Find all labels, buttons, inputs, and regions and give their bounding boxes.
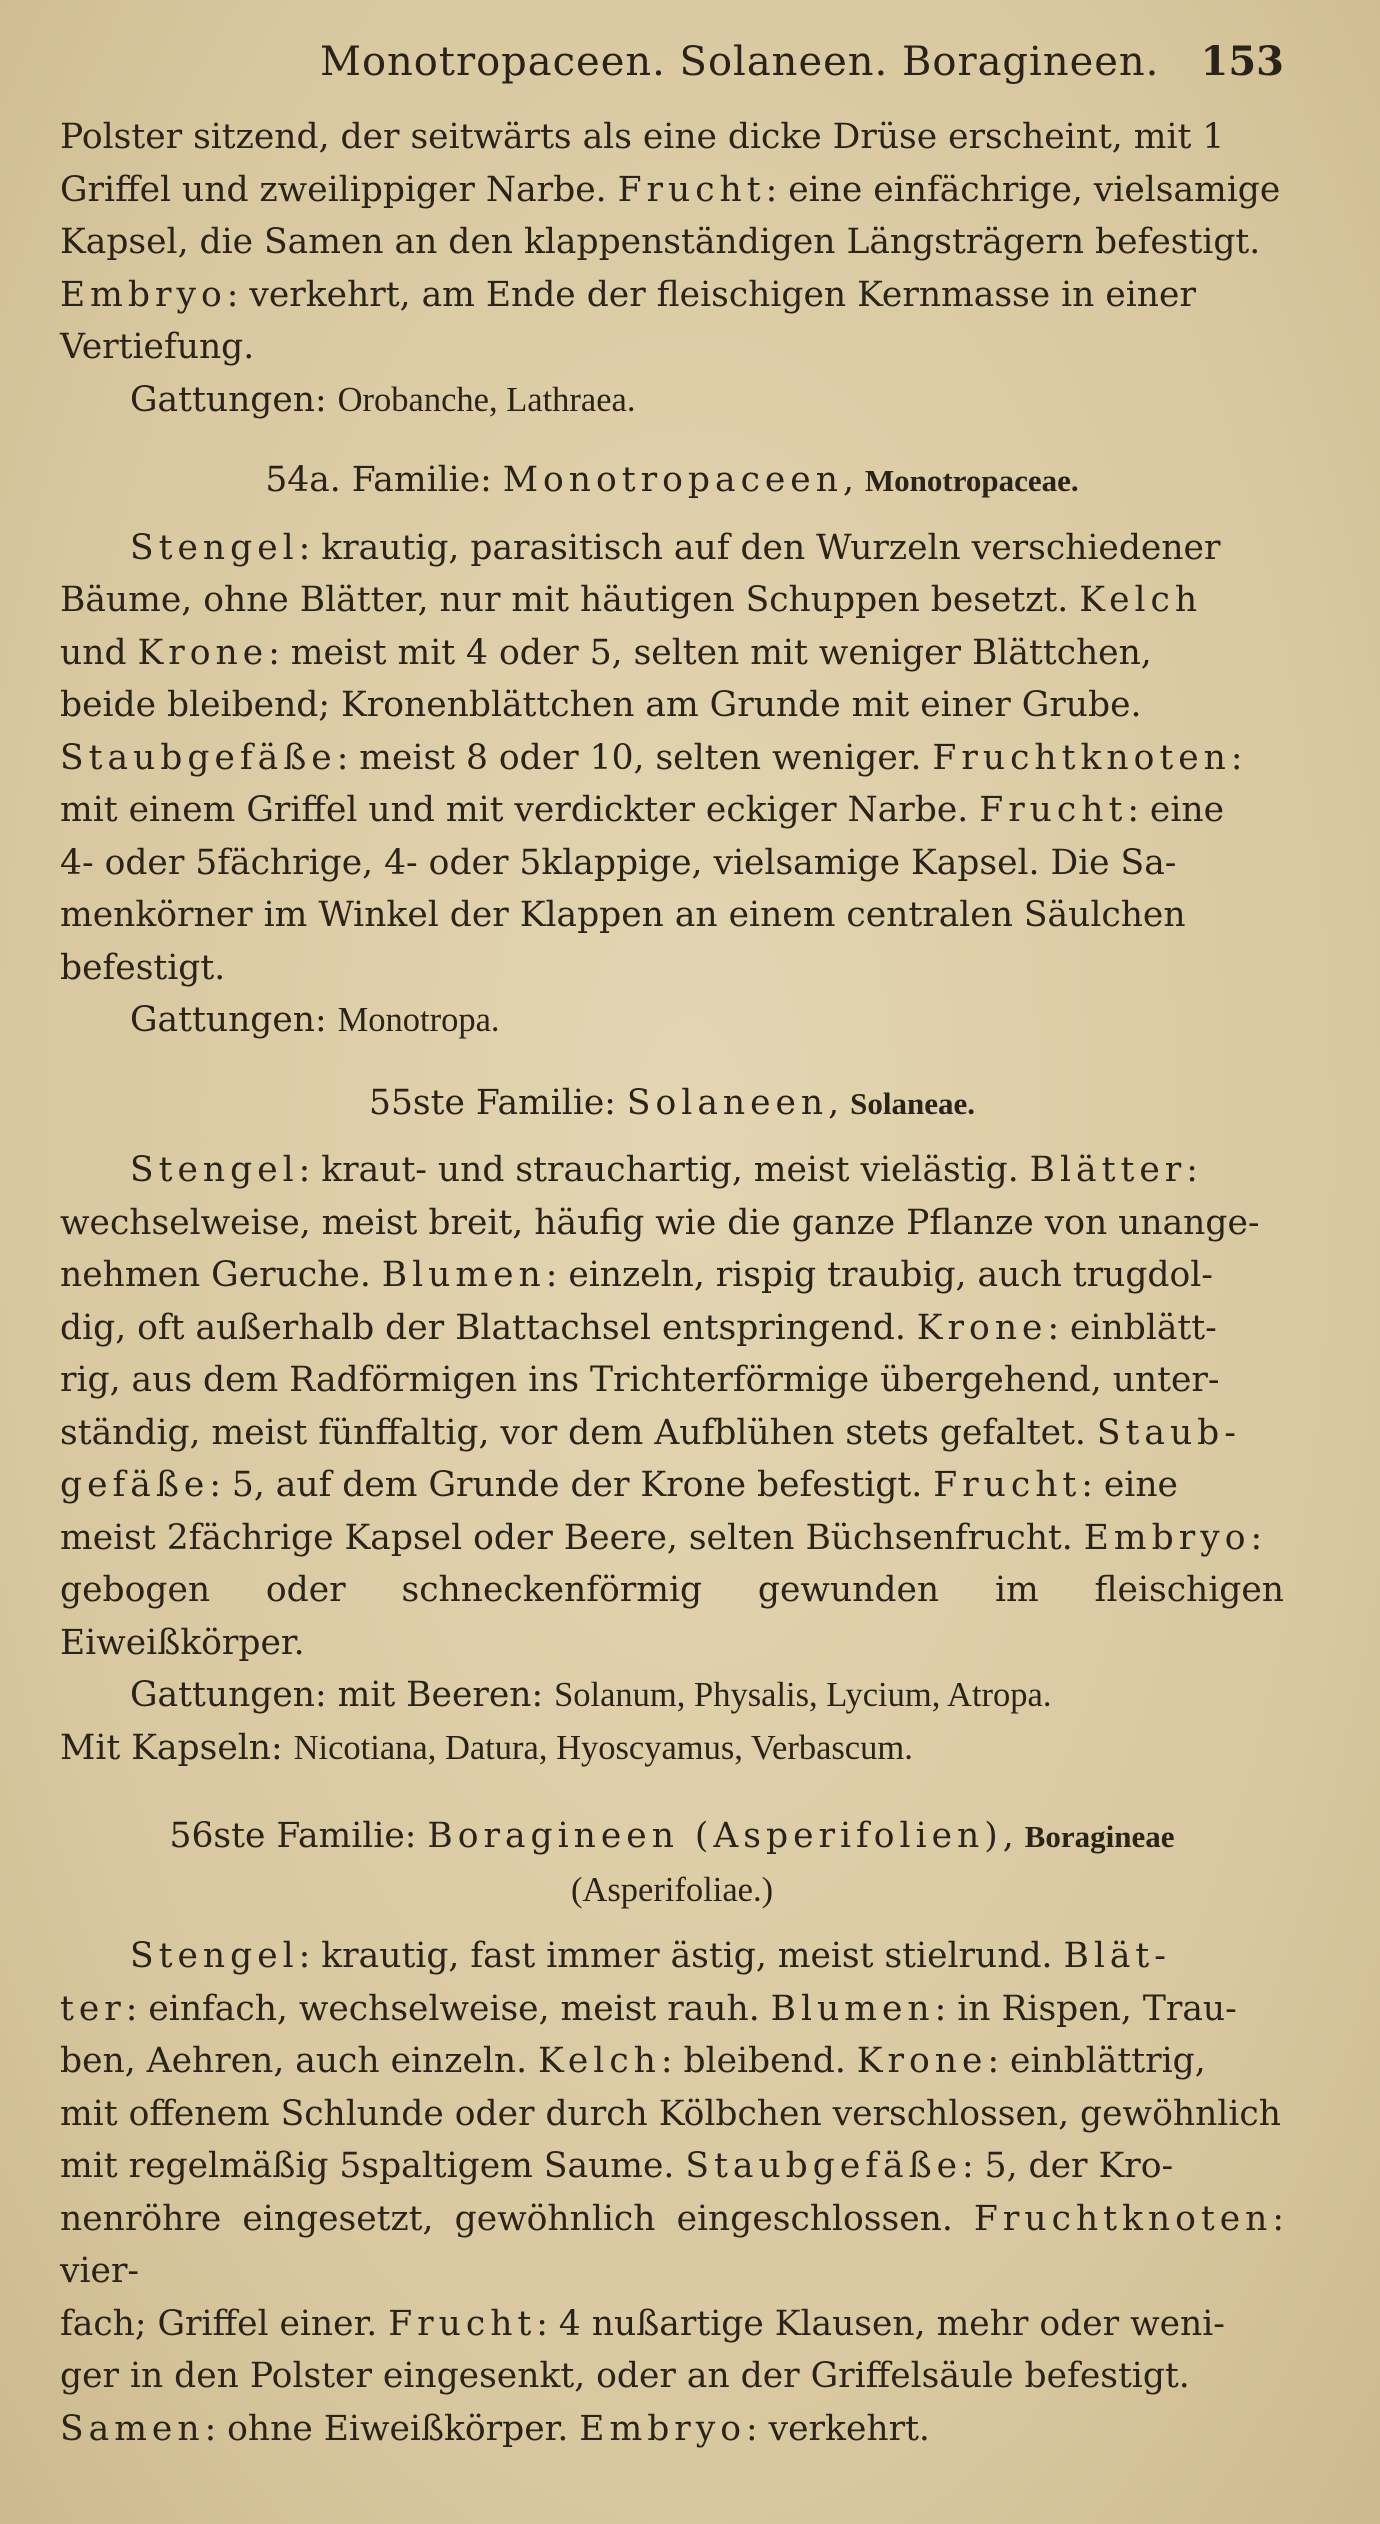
family-heading: 55ste Familie: Solaneen, Solaneae. [369, 1082, 975, 1123]
orobanche-section [60, 111, 1284, 426]
text-line: Staubgefäße: meist 8 oder 10, selten weniger. Fruchtknoten: [60, 737, 1243, 778]
genera-line: Gattungen: Monotropa. [130, 1000, 500, 1040]
text-line: ben, Aehren, auch einzeln. Kelch: bleibend. Krone: einblättrig, [60, 2041, 1206, 2081]
text-line: beide bleibend; Kronenblättchen am Grunde mit einer Grube. [60, 685, 1142, 725]
text-line: Stengel: kraut- und strauchartig, meist vielästig. Blätter: [130, 1150, 1198, 1190]
text-line: ter: einfach, wechselweise, meist rauh. Blumen: in Rispen, Trau- [60, 1988, 1237, 2029]
text-line: mit regelmäßig 5spaltigem Saume. Staubgefäße: 5, der Kro- [60, 2146, 1174, 2186]
text-line: Bäume, ohne Blätter, nur mit häutigen Schuppen besetzt. Kelch [60, 580, 1203, 620]
text-line: fach; Griffel einer. Frucht: 4 nußartige Klausen, mehr oder weni- [60, 2303, 1225, 2344]
family-heading: 56ste Familie: Boragineen (Asperifolien), Boragineae [169, 1816, 1175, 1856]
page-header [60, 38, 1284, 85]
text-line: menkörner im Winkel der Klappen an einem centralen Säulchen [60, 895, 1186, 935]
text-line: ständig, meist fünffaltig, vor dem Aufblühen stets gefaltet. Staub- [60, 1412, 1241, 1453]
text-line: gebogen oder schneckenförmig gewunden im fleischigen Eiweißkörper. [60, 1570, 1284, 1663]
running-title: Monotropaceen. Solaneen. Boragineen. [320, 39, 1160, 85]
text-line: wechselweise, meist breit, häufig wie die ganze Pflanze von unange- [60, 1202, 1260, 1243]
text-line: befestigt. [60, 947, 226, 988]
family-heading-latin: (Asperifoliae.) [570, 1870, 774, 1909]
text-line: dig, oft außerhalb der Blattachsel entspringend. Krone: einblätt- [60, 1307, 1217, 1348]
text-line: Samen: ohne Eiweißkörper. Embryo: verkehrt. [60, 2408, 930, 2449]
text-line: meist 2fächrige Kapsel oder Beere, selten Büchsenfrucht. Embryo: [60, 1517, 1263, 1558]
text-line: und Krone: meist mit 4 oder 5, selten mit weniger Blättchen, [60, 632, 1152, 673]
text-line: Stengel: krautig, parasitisch auf den Wurzeln verschiedener [130, 527, 1221, 568]
text-line: mit einem Griffel und mit verdickter eckiger Narbe. Frucht: eine [60, 790, 1224, 830]
text-line: rig, aus dem Radförmigen ins Trichterförmige übergehend, unter- [60, 1360, 1220, 1400]
family-55-section [60, 1077, 1284, 1775]
text-line: Kapsel, die Samen an den klappenständigen Längsträgern befestigt. [60, 222, 1261, 262]
text-line: Polster sitzend, der seitwärts als eine dicke Drüse erscheint, mit 1 [60, 117, 1225, 157]
text-line: ger in den Polster eingesenkt, oder an der Griffelsäule befestigt. [60, 2356, 1190, 2396]
genera-line: Gattungen: Orobanche, Lathraea. [130, 379, 636, 420]
text-line: Embryo: verkehrt, am Ende der fleischigen Kernmasse in einer [60, 274, 1196, 315]
text-line: 4- oder 5fächrige, 4- oder 5klappige, vielsamige Kapsel. Die Sa- [60, 842, 1177, 883]
text-line: gefäße: 5, auf dem Grunde der Krone befestigt. Frucht: eine [60, 1465, 1178, 1505]
text-line: Griffel und zweilippiger Narbe. Frucht: eine einfächrige, vielsamige [60, 169, 1281, 210]
text-line: mit offenem Schlunde oder durch Kölbchen verschlossen, gewöhnlich [60, 2093, 1281, 2134]
text-line: Stengel: krautig, fast immer ästig, meist stielrund. Blät- [130, 1936, 1171, 1976]
family-heading: 54a. Familie: Monotropaceen, Monotropaceae. [265, 460, 1079, 500]
text-line: nenröhre eingesetzt, gewöhnlich eingeschlossen. Fruchtknoten: vier- [60, 2198, 1284, 2291]
family-54a-section [60, 454, 1284, 1047]
page-number: 153 [1200, 38, 1284, 85]
family-56-section [60, 1810, 1284, 2455]
text-line: Vertiefung. [60, 327, 255, 367]
text-line: nehmen Geruche. Blumen: einzeln, rispig traubig, auch trugdol- [60, 1255, 1213, 1295]
genera-line: Mit Kapseln: Nicotiana, Datura, Hyoscyamus, Verbascum. [60, 1727, 913, 1768]
genera-line: Gattungen: mit Beeren: Solanum, Physalis, Lycium, Atropa. [130, 1675, 1052, 1715]
